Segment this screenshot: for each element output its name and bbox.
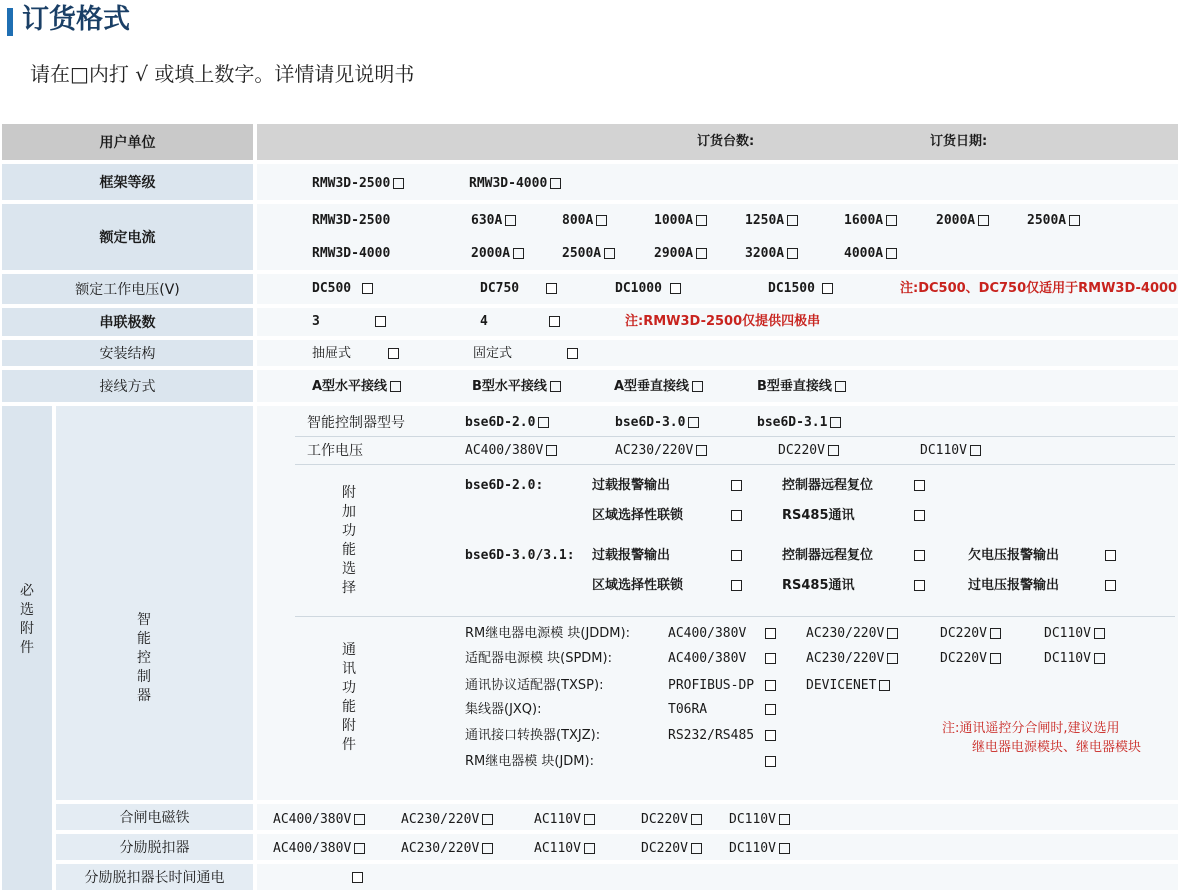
addon-item: 过载报警输出	[592, 478, 671, 493]
current-option[interactable]: 1600A	[844, 213, 897, 229]
closing-coil-option[interactable]: AC230/220V	[401, 812, 493, 828]
checkbox[interactable]	[731, 510, 742, 521]
checkbox[interactable]	[696, 445, 707, 456]
frame-option-4000[interactable]: RMW3D-4000	[469, 176, 561, 192]
rated-voltage-label: 额定工作电压(V)	[75, 282, 180, 298]
comm-option: PROFIBUS-DP	[668, 678, 755, 693]
comm-option[interactable]: DC220V	[940, 651, 1001, 667]
shunt-release-option[interactable]: AC400/380V	[273, 841, 365, 857]
checkbox[interactable]	[879, 680, 890, 691]
checkbox[interactable]	[691, 814, 702, 825]
divider	[295, 464, 1175, 465]
checkbox[interactable]	[1069, 215, 1080, 226]
page-subtitle: 请在□内打 √ 或填上数字。详情请见说明书	[30, 62, 415, 86]
divider	[295, 436, 1175, 437]
checkbox[interactable]	[1094, 653, 1105, 664]
closing-coil-label: 合闸电磁铁	[119, 810, 190, 826]
comm-item-name: 通讯协议适配器(TXSP):	[465, 678, 604, 693]
checkbox[interactable]	[787, 215, 798, 226]
checkbox[interactable]	[779, 814, 790, 825]
comm-option: T06RA	[668, 702, 708, 717]
comm-option[interactable]: DC110V	[1044, 626, 1105, 642]
order-date-label: 订货日期:	[930, 134, 988, 149]
checkbox[interactable]	[1105, 580, 1116, 591]
checkbox[interactable]	[584, 814, 595, 825]
title-accent-bar	[7, 8, 13, 36]
checkbox[interactable]	[352, 872, 363, 883]
checkbox[interactable]	[692, 381, 703, 392]
checkbox[interactable]	[914, 510, 925, 521]
checkbox[interactable]	[567, 348, 578, 359]
checkbox[interactable]	[505, 215, 516, 226]
checkbox[interactable]	[388, 348, 399, 359]
checkbox[interactable]	[914, 550, 925, 561]
checkbox[interactable]	[765, 628, 776, 639]
shunt-long-label: 分励脱扣器长时间通电	[84, 870, 225, 886]
addon-group2-model: bse6D-3.0/3.1:	[465, 548, 575, 563]
working-voltage-option[interactable]: AC400/380V	[465, 443, 557, 459]
checkbox[interactable]	[970, 445, 981, 456]
working-voltage-option[interactable]: AC230/220V	[615, 443, 707, 459]
checkbox[interactable]	[978, 215, 989, 226]
checkbox[interactable]	[482, 843, 493, 854]
addon-item: 过载报警输出	[592, 548, 671, 563]
checkbox[interactable]	[765, 730, 776, 741]
shunt-release-option[interactable]: AC110V	[534, 841, 595, 857]
checkbox[interactable]	[835, 381, 846, 392]
mounting-label: 安装结构	[99, 346, 156, 362]
checkbox[interactable]	[1094, 628, 1105, 639]
voltage-dc1000: DC1000	[615, 281, 662, 296]
current-option[interactable]: 1000A	[654, 213, 707, 229]
wiring-option[interactable]: A型水平接线	[312, 379, 401, 395]
wiring-option[interactable]: A型垂直接线	[614, 379, 703, 395]
checkbox[interactable]	[390, 381, 401, 392]
comm-item-name: 适配器电源模 块(SPDM):	[465, 651, 612, 666]
checkbox[interactable]	[696, 248, 707, 259]
checkbox[interactable]	[731, 580, 742, 591]
checkbox[interactable]	[887, 628, 898, 639]
checkbox[interactable]	[584, 843, 595, 854]
checkbox[interactable]	[393, 178, 404, 189]
current-option[interactable]: 2900A	[654, 246, 707, 262]
checkbox[interactable]	[538, 417, 549, 428]
addon-item: RS485通讯	[782, 578, 855, 593]
comm-option: RS232/RS485	[668, 728, 755, 743]
addon-item: 过电压报警输出	[968, 578, 1060, 593]
comm-option[interactable]: DC220V	[940, 626, 1001, 642]
checkbox[interactable]	[765, 653, 776, 664]
mount-drawout: 抽屉式	[312, 346, 352, 361]
checkbox[interactable]	[990, 628, 1001, 639]
checkbox[interactable]	[886, 215, 897, 226]
controller-model-option[interactable]: bse6D-3.1	[757, 415, 841, 431]
checkbox[interactable]	[482, 814, 493, 825]
voltage-dc500: DC500	[312, 281, 352, 296]
working-voltage-label: 工作电压	[307, 443, 363, 459]
order-qty-label: 订货台数:	[697, 134, 755, 149]
comm-item-name: RM继电器模 块(JDM):	[465, 754, 594, 769]
frame-grade-label: 框架等级	[99, 175, 156, 191]
rated-current-label: 额定电流	[99, 230, 156, 246]
working-voltage-option[interactable]: DC220V	[778, 443, 839, 459]
checkbox[interactable]	[914, 580, 925, 591]
checkbox[interactable]	[546, 445, 557, 456]
checkbox[interactable]	[1105, 550, 1116, 561]
checkbox[interactable]	[513, 248, 524, 259]
current-option[interactable]: 4000A	[844, 246, 897, 262]
wiring-label: 接线方式	[99, 379, 156, 395]
current-option[interactable]: 2500A	[1027, 213, 1080, 229]
comm-item-name: 集线器(JXQ):	[465, 702, 542, 717]
addon-item: RS485通讯	[782, 508, 855, 523]
checkbox[interactable]	[830, 417, 841, 428]
user-unit-label: 用户单位	[99, 135, 156, 151]
addon-item: 控制器远程复位	[782, 548, 874, 563]
poles-3: 3	[312, 314, 320, 329]
checkbox[interactable]	[765, 704, 776, 715]
checkbox[interactable]	[691, 843, 702, 854]
controller-label-bg	[56, 406, 253, 800]
divider	[295, 616, 1175, 617]
checkbox[interactable]	[596, 215, 607, 226]
wiring-option[interactable]: B型水平接线	[472, 379, 561, 395]
addon-item: 区域选择性联锁	[592, 578, 684, 593]
checkbox[interactable]	[886, 248, 897, 259]
comm-note-line2: 继电器电源模块、继电器模块	[972, 740, 1142, 755]
voltage-note: 注:DC500、DC750仅适用于RMW3D-4000	[900, 281, 1178, 296]
checkbox[interactable]	[696, 215, 707, 226]
addon-functions-label: 附 加 功 能 选 择	[342, 485, 356, 596]
voltage-dc750: DC750	[480, 281, 520, 296]
comm-option[interactable]: AC230/220V	[806, 626, 898, 642]
comm-option[interactable]: DC110V	[1044, 651, 1105, 667]
comm-option[interactable]: DEVICENET	[806, 678, 890, 694]
mount-fixed: 固定式	[473, 346, 513, 361]
closing-coil-option[interactable]: DC220V	[641, 812, 702, 828]
comm-note-line1: 注:通讯遥控分合闸时,建议选用	[942, 721, 1120, 736]
checkbox[interactable]	[354, 814, 365, 825]
comm-item-name: 通讯接口转换器(TXJZ):	[465, 728, 601, 743]
comm-option: AC400/380V	[668, 626, 747, 641]
closing-coil-option[interactable]: DC110V	[729, 812, 790, 828]
addon-item: 控制器远程复位	[782, 478, 874, 493]
checkbox[interactable]	[604, 248, 615, 259]
close-coil-value-bg	[257, 804, 1178, 830]
controller-model-option[interactable]: bse6D-3.0	[615, 415, 699, 431]
checkbox[interactable]	[914, 480, 925, 491]
current-option[interactable]: 3200A	[745, 246, 798, 262]
closing-coil-option[interactable]: AC400/380V	[273, 812, 365, 828]
checkbox[interactable]	[887, 653, 898, 664]
shunt-release-option[interactable]: DC220V	[641, 841, 702, 857]
checkbox[interactable]	[546, 283, 557, 294]
working-voltage-option[interactable]: DC110V	[920, 443, 981, 459]
checkbox[interactable]	[787, 248, 798, 259]
addon-group1-model: bse6D-2.0:	[465, 478, 544, 493]
current-option[interactable]: 1250A	[745, 213, 798, 229]
comm-item-name: RM继电器电源模 块(JDDM):	[465, 626, 630, 641]
current-option[interactable]: 800A	[562, 213, 607, 229]
checkbox[interactable]	[362, 283, 373, 294]
poles-note: 注:RMW3D-2500仅提供四极串	[625, 314, 821, 329]
addon-item: 欠电压报警输出	[968, 548, 1060, 563]
shunt-release-option[interactable]: AC230/220V	[401, 841, 493, 857]
checkbox[interactable]	[828, 445, 839, 456]
shunt-release-option[interactable]: DC110V	[729, 841, 790, 857]
required-accessories-label: 必 选 附 件	[20, 583, 34, 656]
checkbox[interactable]	[731, 480, 742, 491]
checkbox[interactable]	[779, 843, 790, 854]
shunt-release-label: 分励脱扣器	[119, 840, 190, 856]
checkbox[interactable]	[688, 417, 699, 428]
shunt-long-value-bg	[257, 864, 1178, 890]
shunt-value-bg	[257, 834, 1178, 860]
comm-accessories-label: 通 讯 功 能 附 件	[342, 642, 356, 753]
current-option[interactable]: 2000A	[471, 246, 524, 262]
voltage-dc1500: DC1500	[768, 281, 815, 296]
checkbox[interactable]	[822, 283, 833, 294]
controller-model-option[interactable]: bse6D-2.0	[465, 415, 549, 431]
comm-option: AC400/380V	[668, 651, 747, 666]
addon-item: 区域选择性联锁	[592, 508, 684, 523]
intelligent-controller-label: 智 能 控 制 器	[137, 612, 151, 704]
page-title: 订货格式	[22, 4, 130, 35]
current-model-4000: RMW3D-4000	[312, 246, 391, 261]
checkbox[interactable]	[550, 381, 561, 392]
comm-option[interactable]: AC230/220V	[806, 651, 898, 667]
checkbox[interactable]	[354, 843, 365, 854]
checkbox[interactable]	[765, 756, 776, 767]
poles-4: 4	[480, 314, 488, 329]
series-poles-label: 串联极数	[99, 315, 156, 331]
closing-coil-option[interactable]: AC110V	[534, 812, 595, 828]
checkbox[interactable]	[549, 316, 560, 327]
controller-model-label: 智能控制器型号	[307, 415, 405, 431]
current-option[interactable]: 2500A	[562, 246, 615, 262]
checkbox[interactable]	[990, 653, 1001, 664]
current-option[interactable]: 630A	[471, 213, 516, 229]
wiring-option[interactable]: B型垂直接线	[757, 379, 846, 395]
checkbox[interactable]	[670, 283, 681, 294]
checkbox[interactable]	[375, 316, 386, 327]
current-model-2500: RMW3D-2500	[312, 213, 391, 228]
checkbox[interactable]	[765, 680, 776, 691]
checkbox[interactable]	[550, 178, 561, 189]
current-option[interactable]: 2000A	[936, 213, 989, 229]
frame-option-2500[interactable]: RMW3D-2500	[312, 176, 404, 192]
checkbox[interactable]	[731, 550, 742, 561]
